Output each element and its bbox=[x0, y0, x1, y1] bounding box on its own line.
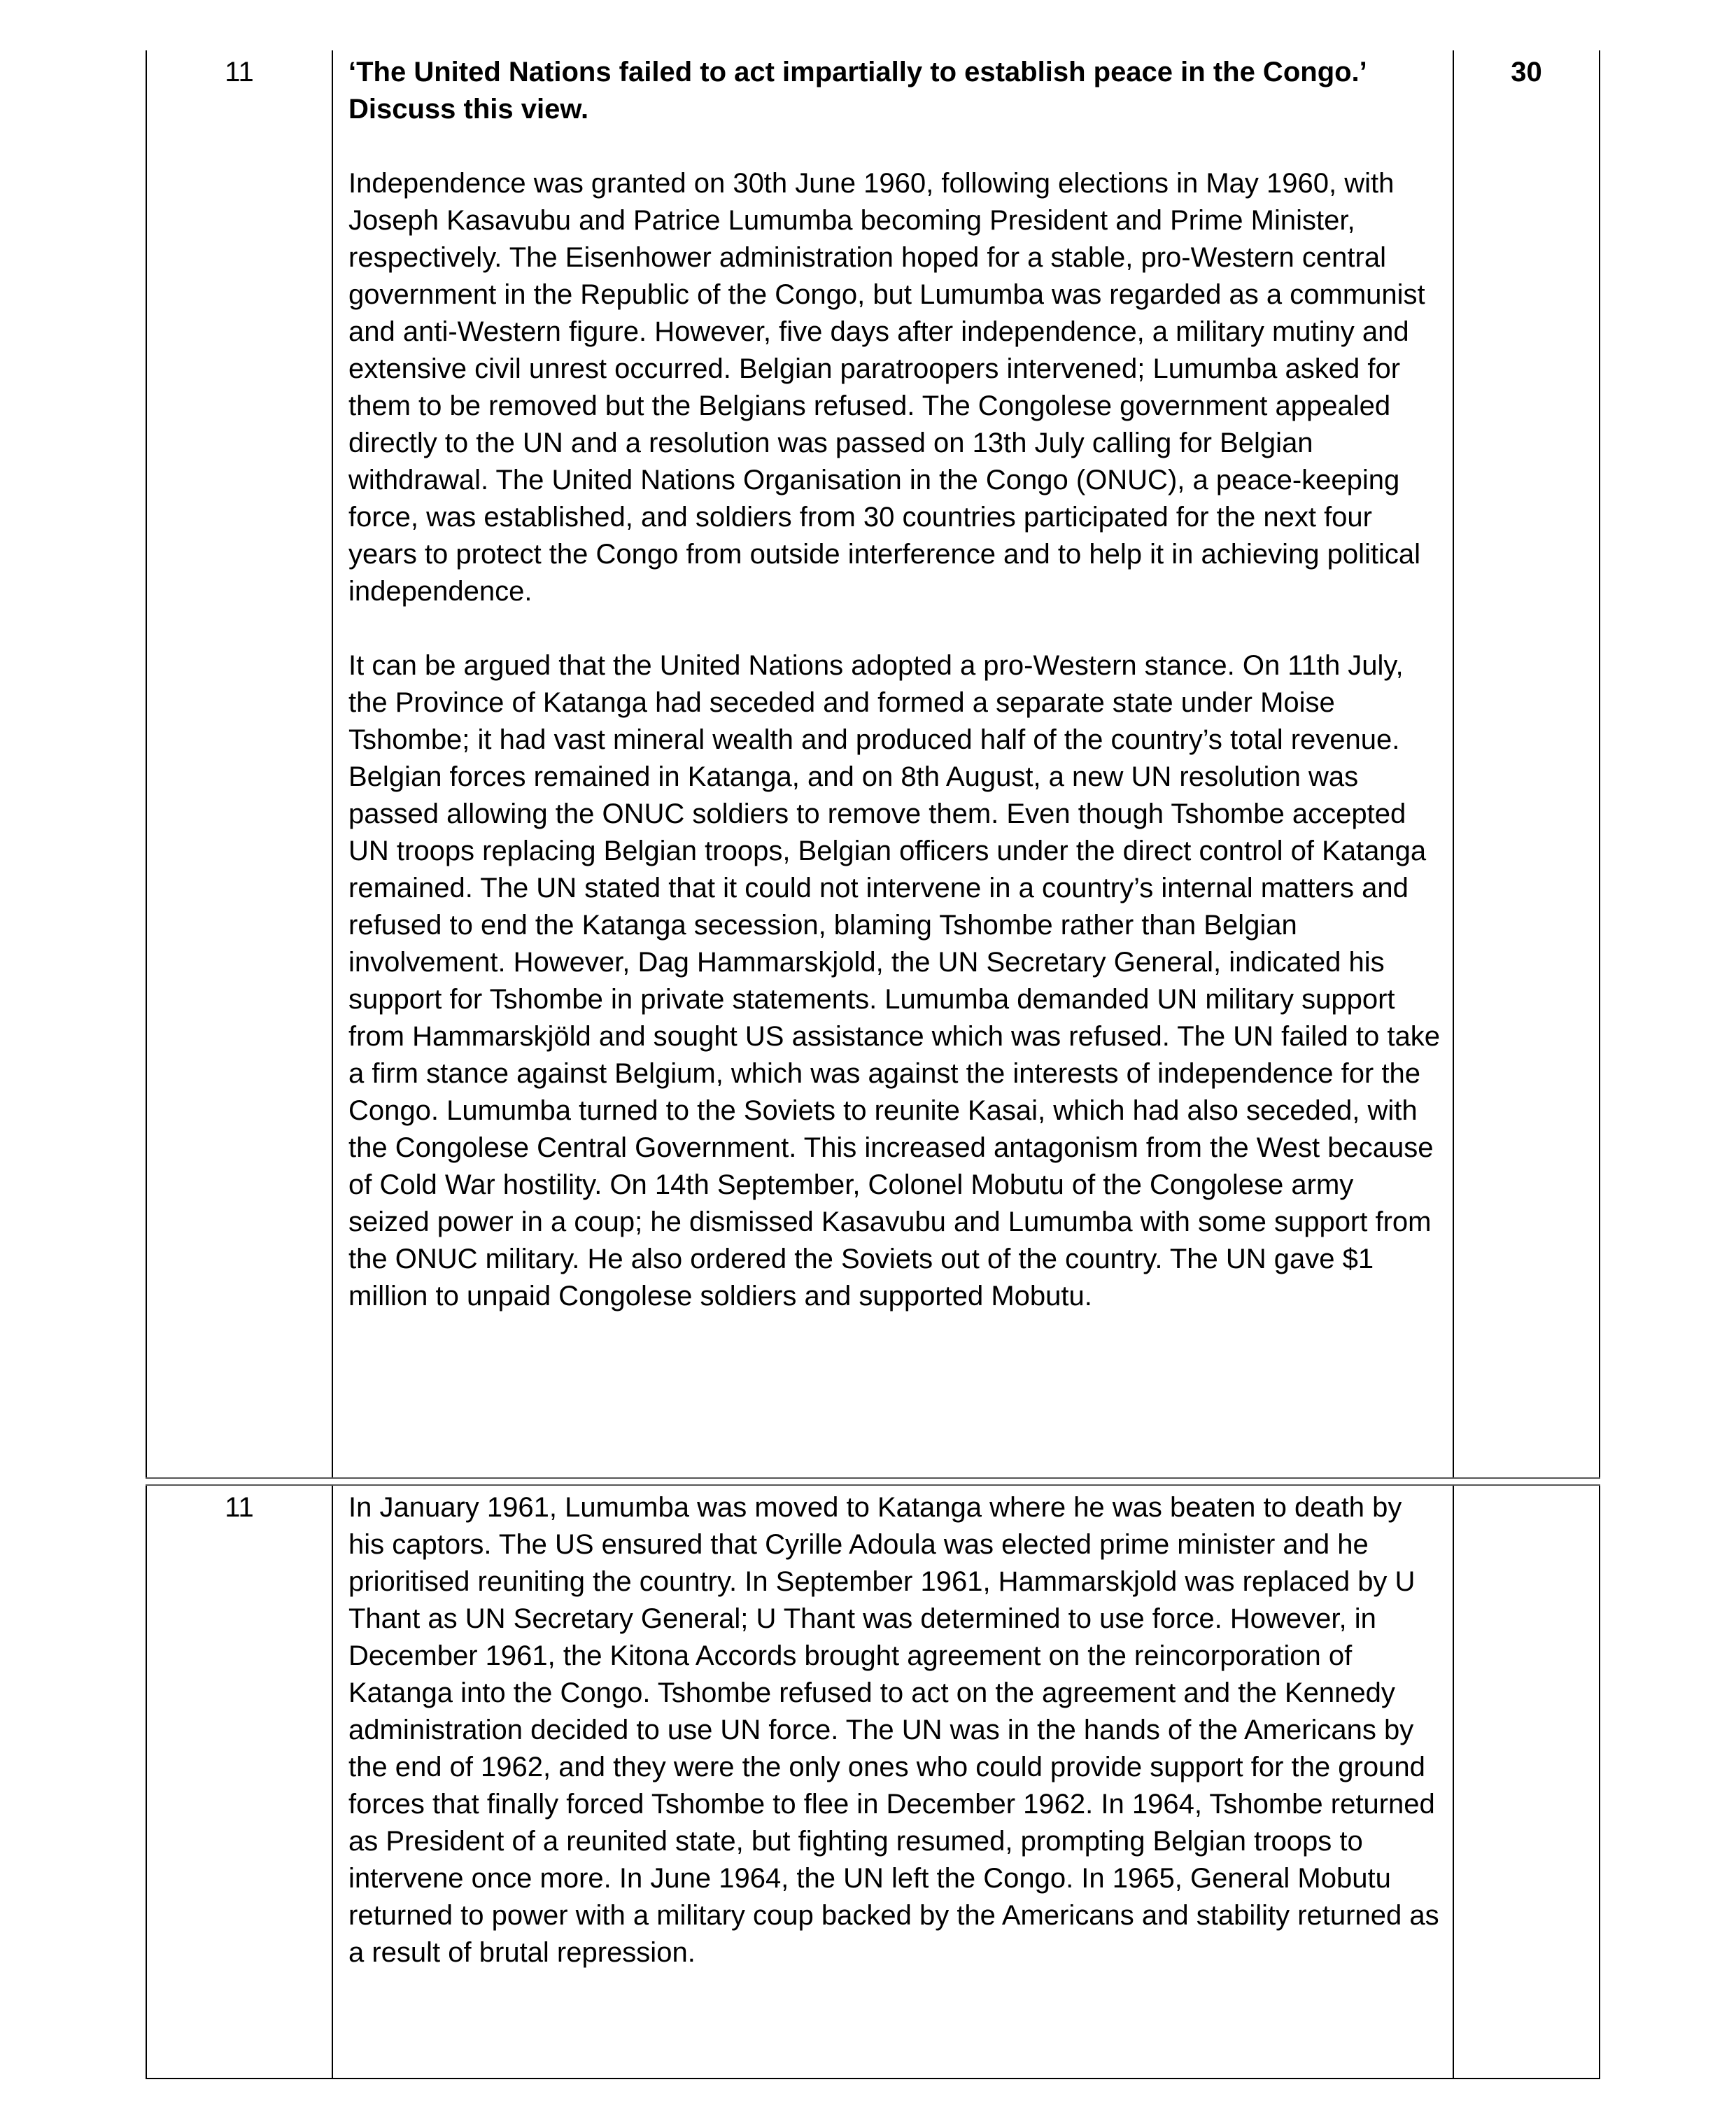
question-number: 11 bbox=[225, 1492, 254, 1523]
question-text: ‘The United Nations failed to act impartially to establish peace in the Congo.’ Discuss this view. bbox=[348, 57, 1366, 125]
table-break-line bbox=[146, 1477, 1600, 1479]
column-divider bbox=[1453, 1486, 1454, 2078]
mark-scheme-table-part-1 bbox=[146, 50, 1600, 1477]
column-divider bbox=[332, 1486, 333, 2078]
marks-value: 30 bbox=[1511, 57, 1542, 87]
answer-content bbox=[348, 54, 1441, 1315]
mark-scheme-table-part-2 bbox=[146, 1486, 1600, 2079]
column-divider bbox=[1453, 50, 1454, 1477]
answer-paragraph: Independence was granted on 30th June 1960, following elections in May 1960, with Joseph Kasavubu and Patrice Lumumba becoming President and Prime Minister, respectively. The Eisenhower administration hoped for a stable, pro-Western central government in the Republic of the Congo, but Lumumba was regarded as a communist and anti-Western figure. However, five days after independence, a military mutiny and extensive civil unrest occurred. Belgian paratroopers intervened; Lumumba asked for them to be removed but the Belgians refused. The Congolese government appealed directly to the UN and a resolution was passed on 13th July calling for Belgian withdrawal. The United Nations Organisation in the Congo (ONUC), a peace-keeping force, was established, and soldiers from 30 countries participated for the next four years to protect the Congo from outside interference and to help it in achieving political independence. bbox=[348, 168, 1425, 607]
answer-paragraph: In January 1961, Lumumba was moved to Katanga where he was beaten to death by his captors. The US ensured that Cyrille Adoula was elected prime minister and he prioritised reuniting the country. In September 1961, Hammarskjold was replaced by U Thant as UN Secretary General; U Thant was determined to use force. However, in December 1961, the Kitona Accords brought agreement on the reincorporation of Katanga into the Congo. Tshombe refused to act on the agreement and the Kennedy administration decided to use UN force. The UN was in the hands of the Americans by the end of 1962, and they were the only ones who could provide support for the ground forces that finally forced Tshombe to flee in December 1962. In 1964, Tshombe returned as President of a reunited state, but fighting resumed, prompting Belgian troops to intervene once more. In June 1964, the UN left the Congo. In 1965, General Mobutu returned to power with a military coup backed by the Americans and stability returned as a result of brutal repression. bbox=[348, 1492, 1439, 1968]
column-divider bbox=[332, 50, 333, 1477]
question-number: 11 bbox=[225, 57, 254, 87]
answer-paragraph: It can be argued that the United Nations adopted a pro-Western stance. On 11th July, the Province of Katanga had seceded and formed a separate state under Moise Tshombe; it had vast mineral wealth and produced half of the country’s total revenue. Belgian forces remained in Katanga, and on 8th August, a new UN resolution was passed allowing the ONUC soldiers to remove them. Even though Tshombe accepted UN troops replacing Belgian troops, Belgian officers under the direct control of Katanga remained. The UN stated that it could not intervene in a country’s internal matters and refused to end the Katanga secession, blaming Tshombe rather than Belgian involvement. However, Dag Hammarskjold, the UN Secretary General, indicated his support for Tshombe in private statements. Lumumba demanded UN military support from Hammarskjöld and sought US assistance which was refused. The UN failed to take a firm stance against Belgium, which was against the interests of independence for the Congo. Lumumba turned to the Soviets to reunite Kasai, which had also seceded, with the Congolese Central Government. This increased antagonism from the West because of Cold War hostility. On 14th September, Colonel Mobutu of the Congolese army seized power in a coup; he dismissed Kasavubu and Lumumba with some support from the ONUC military. He also ordered the Soviets out of the country. The UN gave $1 million to unpaid Congolese soldiers and supported Mobutu. bbox=[348, 650, 1440, 1311]
answer-content bbox=[348, 1489, 1441, 1971]
